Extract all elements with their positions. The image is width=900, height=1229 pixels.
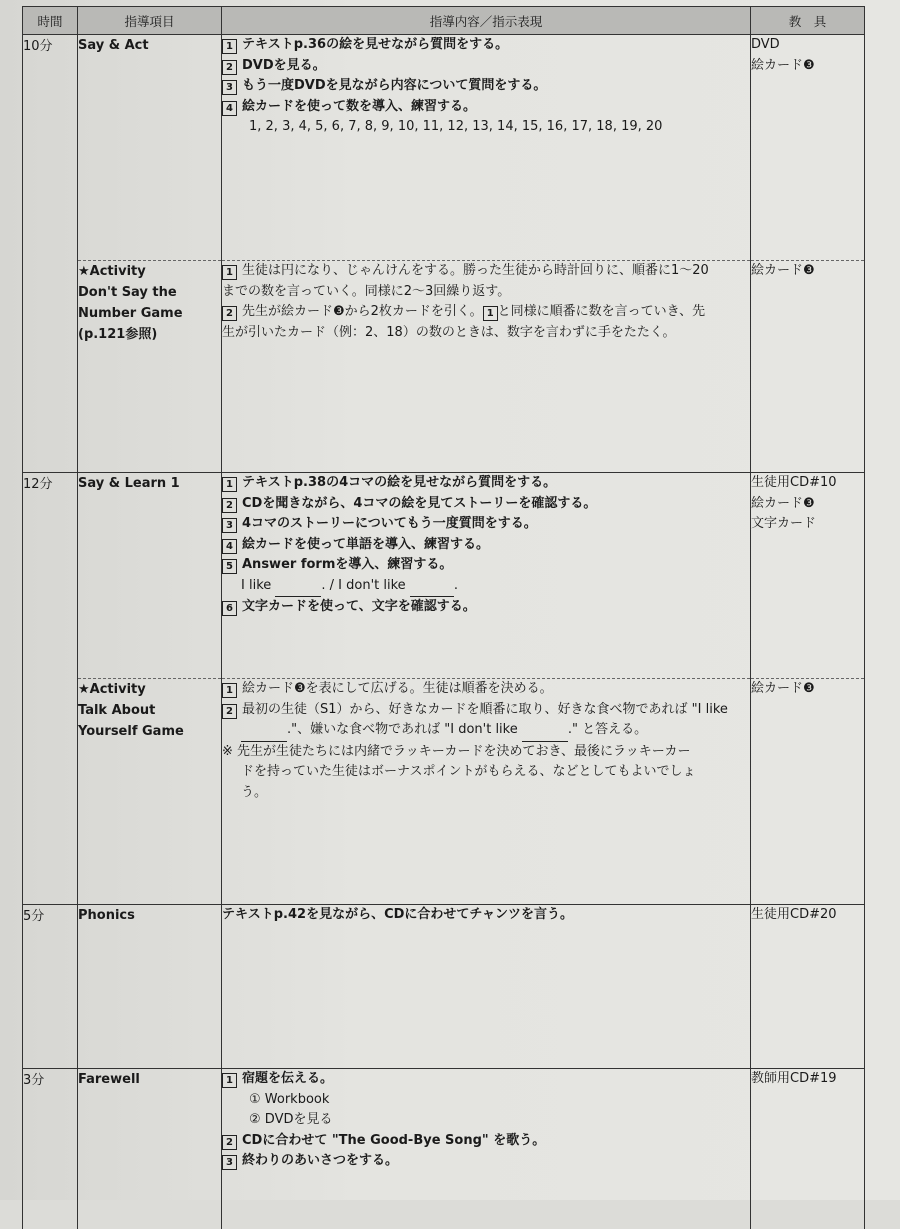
step-text: 絵カードを使って数を導入、練習する。 [242,98,477,114]
sentence-part: ."、嫌いな食べ物であれば "I don't like [287,722,518,737]
blank-line [410,576,454,598]
header-tools: 教 具 [751,7,865,35]
step-1-cont: までの数を言っていく。同様に2～3回繰り返す。 [222,283,511,299]
sentence-part: ." と答える。 [567,722,648,737]
lesson-plan-table [22,6,865,1229]
step-6 [222,597,750,618]
blank-line [522,720,568,742]
step-number-1: 1 [222,39,237,54]
step-text: CDに合わせて "The Good-Bye Song" を歌う。 [242,1132,546,1148]
blank-line [275,576,321,598]
time-cell: 12分 [23,473,78,905]
content-cell [222,261,751,473]
tool-item: 生徒用CD#10 [751,475,837,490]
step-text: テキストp.36の絵を見せながら質問をする。 [242,37,509,52]
step-ref: 1 [483,306,498,321]
item-cell [78,679,222,905]
note [222,742,750,763]
tools-cell [751,261,865,473]
table-row [23,1069,865,1229]
tool-item: 絵カード❸ [751,57,815,73]
item-label: Phonics [78,908,135,923]
tool-item: 絵カード❸ [751,263,815,278]
step-2-cont: 生が引いたカード（例：2、18）の数のときは、数字を言わずに手をたたく。 [222,324,676,340]
header-time: 時間 [23,7,78,35]
tool-item: 生徒用CD#20 [751,907,837,922]
table-row [23,261,865,473]
sentence-part: . / I don't like [321,577,406,593]
step-1 [222,1069,750,1090]
step-number-2: 2 [222,704,237,719]
step-text: 生徒は円になり、じゃんけんをする。勝った生徒から時計回りに、順番に1～20 [242,263,709,278]
item-label: Say & Act [78,38,149,53]
step-text: DVDを見る。 [242,57,326,73]
step-1 [222,261,750,282]
sub-item: ① Workbook [249,1091,330,1107]
step-number-1: 1 [222,477,237,492]
step-2 [222,302,750,323]
step-2 [222,700,750,721]
step-number-5: 5 [222,559,237,574]
step-text: 文字カードを使って、文字を確認する。 [242,599,476,614]
time-cell: 3分 [23,1069,78,1229]
item-label: ★Activity [78,264,146,279]
step-2 [222,1131,750,1152]
item-label: Talk About [78,703,156,718]
step-number-3: 3 [222,1155,237,1170]
table-row [23,473,865,679]
item-label: Yourself Game [78,724,184,739]
item-label: Farewell [78,1072,140,1087]
time-cell: 10分 [23,35,78,473]
content-cell [222,473,751,679]
step-number-2: 2 [222,1135,237,1150]
header-item: 指導項目 [78,7,222,35]
item-label: (p.121参照) [78,327,158,342]
content-cell [222,35,751,261]
time-cell: 5分 [23,905,78,1069]
step-text: 先生が絵カード❸から2枚カードを引く。 [242,304,483,319]
step-4 [222,535,750,556]
table-row [23,905,865,1069]
note-mark: ※ [222,743,233,759]
content-cell [222,905,751,1069]
table-row [23,35,865,261]
item-cell [78,473,222,679]
step-text: 宿題を伝える。 [242,1071,334,1086]
sub-item: ② DVDを見る [249,1112,333,1127]
step-number-2: 2 [222,60,237,75]
item-cell [78,905,222,1069]
content-text: テキストp.42を見ながら、CDに合わせてチャンツを言う。 [222,907,574,922]
tools-cell [751,679,865,905]
step-text: と同様に順番に数を言っていき、先 [497,304,706,319]
step-text: 終わりのあいさつをする。 [242,1153,399,1168]
tools-cell [751,905,865,1069]
tools-cell [751,473,865,679]
item-label: ★Activity [78,682,146,697]
step-number-1: 1 [222,683,237,698]
step-text: 最初の生徒（S1）から、好きなカードを順番に取り、好きな食べ物であれば "I like [242,701,728,717]
step-number-1: 1 [222,265,237,280]
step-number-3: 3 [222,80,237,95]
item-cell [78,1069,222,1229]
note-text: 先生が生徒たちには内緒でラッキーカードを決めておき、最後にラッキーカー [237,743,691,759]
tool-item: 文字カード [751,516,817,531]
step-2 [222,56,750,77]
content-cell [222,1069,751,1229]
tool-item: 絵カード❸ [751,495,815,511]
header-row [23,7,865,35]
step-5 [222,555,750,576]
table-row [23,679,865,905]
number-list: 1, 2, 3, 4, 5, 6, 7, 8, 9, 10, 11, 12, 13, 14, 15, 16, 17, 18, 19, 20 [249,119,663,134]
step-3 [222,76,750,97]
blank-line [241,720,287,742]
tool-item: 絵カード❸ [751,681,815,696]
step-3 [222,1151,750,1172]
step-text: 4コマのストーリーについてもう一度質問をする。 [242,516,537,531]
tool-item: DVD [751,37,780,52]
content-cell [222,679,751,905]
step-number-4: 4 [222,539,237,554]
tool-item: 教師用CD#19 [751,1071,837,1086]
answer-form-sentence [222,576,750,598]
step-1 [222,679,750,700]
step-1 [222,473,750,494]
sentence-part: I like [241,577,272,593]
item-label: Number Game [78,306,183,321]
note-cont: ドを持っていた生徒はボーナスポイントがもらえる、などとしてもよいでしょ [241,764,696,779]
step-text: CDを聞きながら、4コマの絵を見てストーリーを確認する。 [242,495,597,511]
step-number-2: 2 [222,306,237,321]
item-cell [78,261,222,473]
item-label: Say & Learn 1 [78,476,180,491]
step-text: Answer formを導入、練習する。 [242,557,453,572]
step-2-cont [222,720,750,742]
note-cont: う。 [241,784,268,800]
step-number-6: 6 [222,601,237,616]
step-3 [222,514,750,535]
step-4 [222,97,750,118]
tools-cell [751,35,865,261]
step-number-4: 4 [222,101,237,116]
tools-cell [751,1069,865,1229]
step-2 [222,494,750,515]
item-cell [78,35,222,261]
step-text: テキストp.38の4コマの絵を見せながら質問をする。 [242,475,557,490]
step-number-2: 2 [222,498,237,513]
step-text: もう一度DVDを見ながら内容について質問をする。 [242,78,547,93]
step-text: 絵カード❸を表にして広げる。生徒は順番を決める。 [242,681,553,696]
header-content: 指導内容／指示表現 [222,7,751,35]
sentence-part: . [453,577,458,593]
item-label: Don't Say the [78,285,177,300]
step-text: 絵カードを使って単語を導入、練習する。 [242,536,490,552]
step-1 [222,35,750,56]
step-number-1: 1 [222,1073,237,1088]
step-number-3: 3 [222,518,237,533]
